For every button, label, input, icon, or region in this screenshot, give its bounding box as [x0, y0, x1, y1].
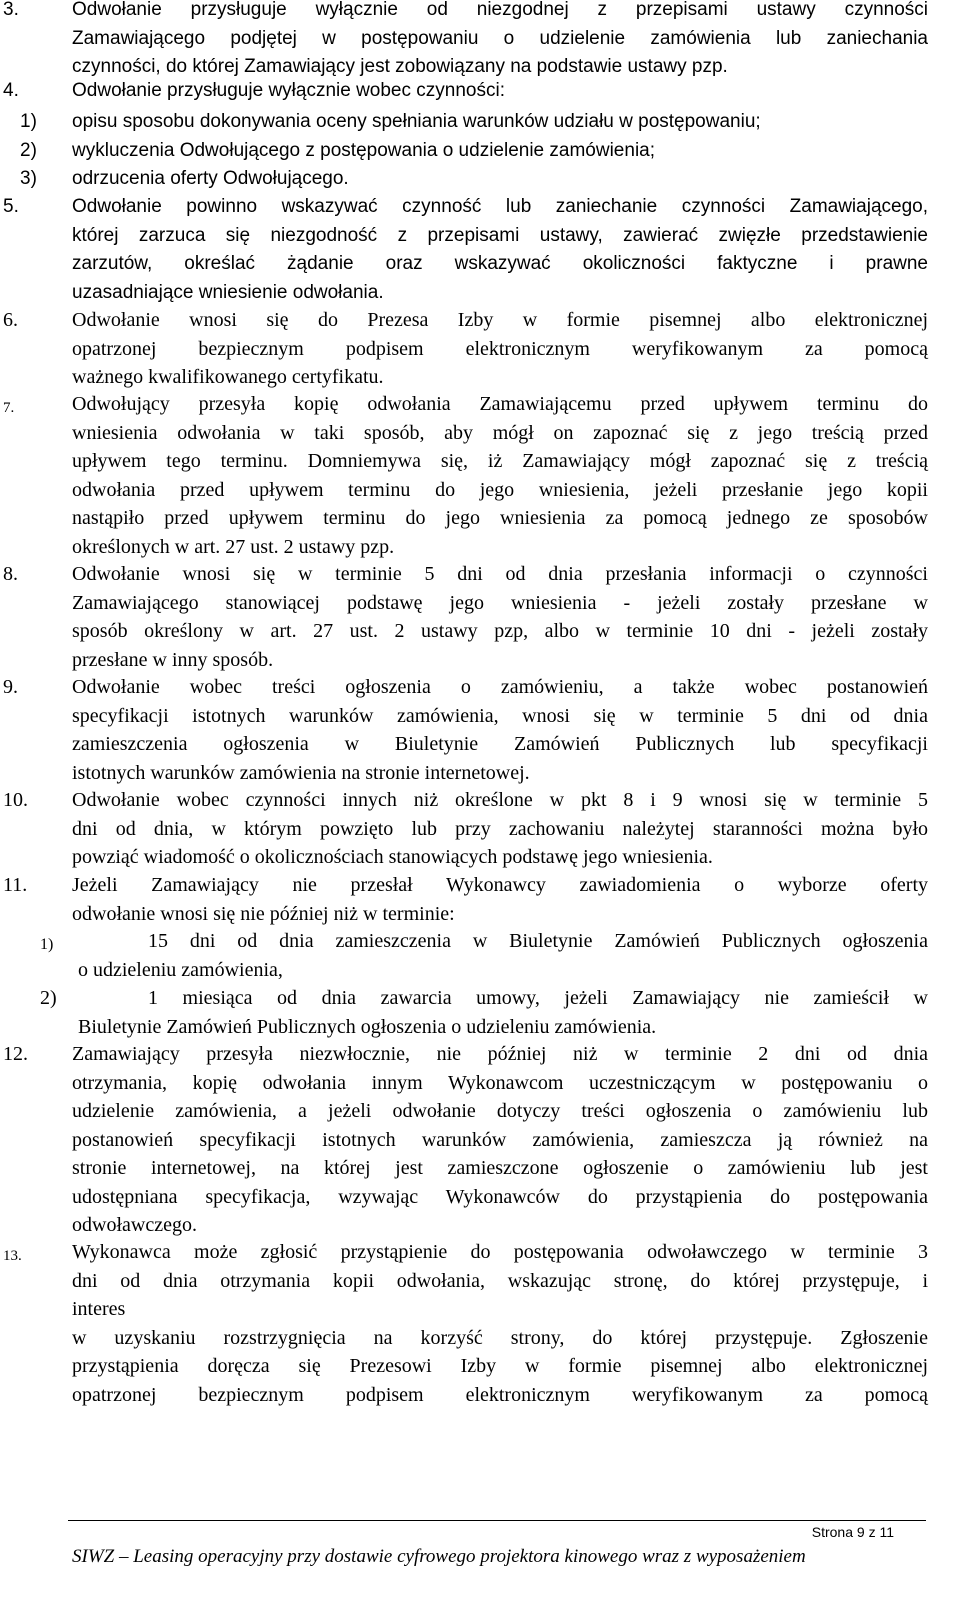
- sub-list-item: 1) 15 dni od dnia zamieszczenia w Biuletynie Zamówień Publicznych ogłoszenia o udzieleniu zamówienia,: [40, 930, 928, 981]
- item-number: 9.: [3, 676, 18, 698]
- sub-list-item: 1) opisu sposobu dokonywania oceny spełniania warunków udziału w postępowaniu;: [20, 111, 761, 132]
- item-number: 11.: [3, 874, 28, 896]
- item-text: Odwołanie powinno wskazywać czynność lub zaniechanie czynności Zamawiającego, której zarzuca się niezgodność z przepisami ustawy, zawierać zwięzłe przedstawienie zarzutów, określać żądanie oraz wskazywać okoliczności faktyczne i prawne uzasadniające wniesienie odwołania.: [72, 196, 928, 303]
- item-number: 13.: [3, 1248, 22, 1264]
- item-text: Odwołanie wobec treści ogłoszenia o zamówieniu, a także wobec postanowień specyfikacji istotnych warunków zamówienia, wnosi się w terminie 5 dni od dnia zamieszczenia ogłoszenia w Biuletynie Zamówień Publicznych lub specyfikacji istotnych warunków zamówienia na stronie internetowej.: [72, 676, 928, 784]
- page-number: Strona 9 z 11: [811, 1524, 894, 1540]
- item-text: Odwołanie wnosi się w terminie 5 dni od dnia przesłania informacji o czynności Zamawiającego stanowiącej podstawę jego wniesienia - jeżeli zostały przesłane w sposób określony w art. 27 ust. 2 ustawy pzp, albo w terminie 10 dni - jeżeli zostały przesłane w inny sposób.: [72, 563, 928, 671]
- item-text: Jeżeli Zamawiający nie przesłał Wykonawcy zawiadomienia o wyborze oferty odwołanie wnosi się nie później niż w terminie:: [72, 874, 928, 925]
- item-number: 8.: [3, 563, 18, 585]
- item-number: 7.: [3, 400, 15, 416]
- item-number: 4.: [3, 80, 19, 101]
- item-text: Odwołanie wobec czynności innych niż określone w pkt 8 i 9 wnosi się w terminie 5 dni od dnia, w którym powzięto lub przy zachowaniu należytej staranności można było powziąć wiadomość o okolicznościach stanowiących podstawę jego wniesienia.: [72, 789, 928, 868]
- item-text: Zamawiający przesyła niezwłocznie, nie później niż w terminie 2 dni od dnia otrzymania, kopię odwołania innym Wykonawcom uczestniczącym w postępowaniu o udzielenie zamówienia, a jeżeli odwołanie dotyczy treści ogłoszenia o zamówieniu lub postanowień specyfikacji istotnych warunków zamówienia, zamieszcza ją również na stronie internetowej, na której jest zamieszczone ogłoszenie o zamówieniu lub jest udostępniana specyfikacja, wzywając Wykonawców do przystąpienia do postępowania odwoławczego.: [72, 1043, 928, 1236]
- item-number: 6.: [3, 309, 18, 331]
- sub-list-item: 2) 1 miesiąca od dnia zawarcia umowy, jeżeli Zamawiający nie zamieścił w Biuletynie Zamówień Publicznych ogłoszenia o udzieleniu zamówienia.: [40, 987, 928, 1038]
- item-text: Odwołanie przysługuje wyłącznie od niezgodnej z przepisami ustawy czynności Zamawiającego podjętej w postępowaniu o udzielenie zamówienia lub zaniechania czynności, do której Zamawiający jest zobowiązany na podstawie ustawy pzp.: [72, 0, 928, 77]
- item-number: 3.: [3, 0, 19, 20]
- item-text: Odwołujący przesyła kopię odwołania Zamawiającemu przed upływem terminu do wniesienia odwołania w taki sposób, aby mógł on zapoznać się z jego treścią przed upływem tego terminu. Domniemywa się, iż Zamawiający mógł zapoznać się z treścią odwołania przed upływem terminu do jego wniesienia, jeżeli przesłanie jego kopii nastąpiło przed upływem terminu do jego wniesienia za pomocą jednego ze sposobów określonych w art. 27 ust. 2 ustawy pzp.: [72, 393, 928, 558]
- sub-list-item: 2) wykluczenia Odwołującego z postępowania o udzielenie zamówienia;: [20, 140, 656, 161]
- footer-divider: [68, 1520, 926, 1521]
- sub-list-item: 3) odrzucenia oferty Odwołującego.: [20, 168, 349, 189]
- item-number: 12.: [3, 1043, 28, 1065]
- item-number: 10.: [3, 789, 28, 811]
- item-text: Odwołanie przysługuje wyłącznie wobec czynności:: [72, 80, 505, 101]
- item-number: 5.: [3, 196, 19, 217]
- footer-title: SIWZ – Leasing operacyjny przy dostawie cyfrowego projektora kinowego wraz z wyposażeniem: [72, 1546, 806, 1567]
- item-text: Odwołanie wnosi się do Prezesa Izby w formie pisemnej albo elektronicznej opatrzonej bezpiecznym podpisem elektronicznym weryfikowanym za pomocą ważnego kwalifikowanego certyfikatu.: [72, 309, 928, 388]
- item-text: Wykonawca może zgłosić przystąpienie do postępowania odwoławczego w terminie 3 dni od dnia otrzymania kopii odwołania, wskazując stronę, do której przystępuje, i interes w uzyskaniu rozstrzygnięcia na korzyść strony, do której przystępuje. Zgłoszenie przystąpienia doręcza się Prezesowi Izby w formie pisemnej albo elektronicznej opatrzonej bezpiecznym podpisem elektronicznym weryfikowanym za pomocą: [72, 1241, 928, 1406]
